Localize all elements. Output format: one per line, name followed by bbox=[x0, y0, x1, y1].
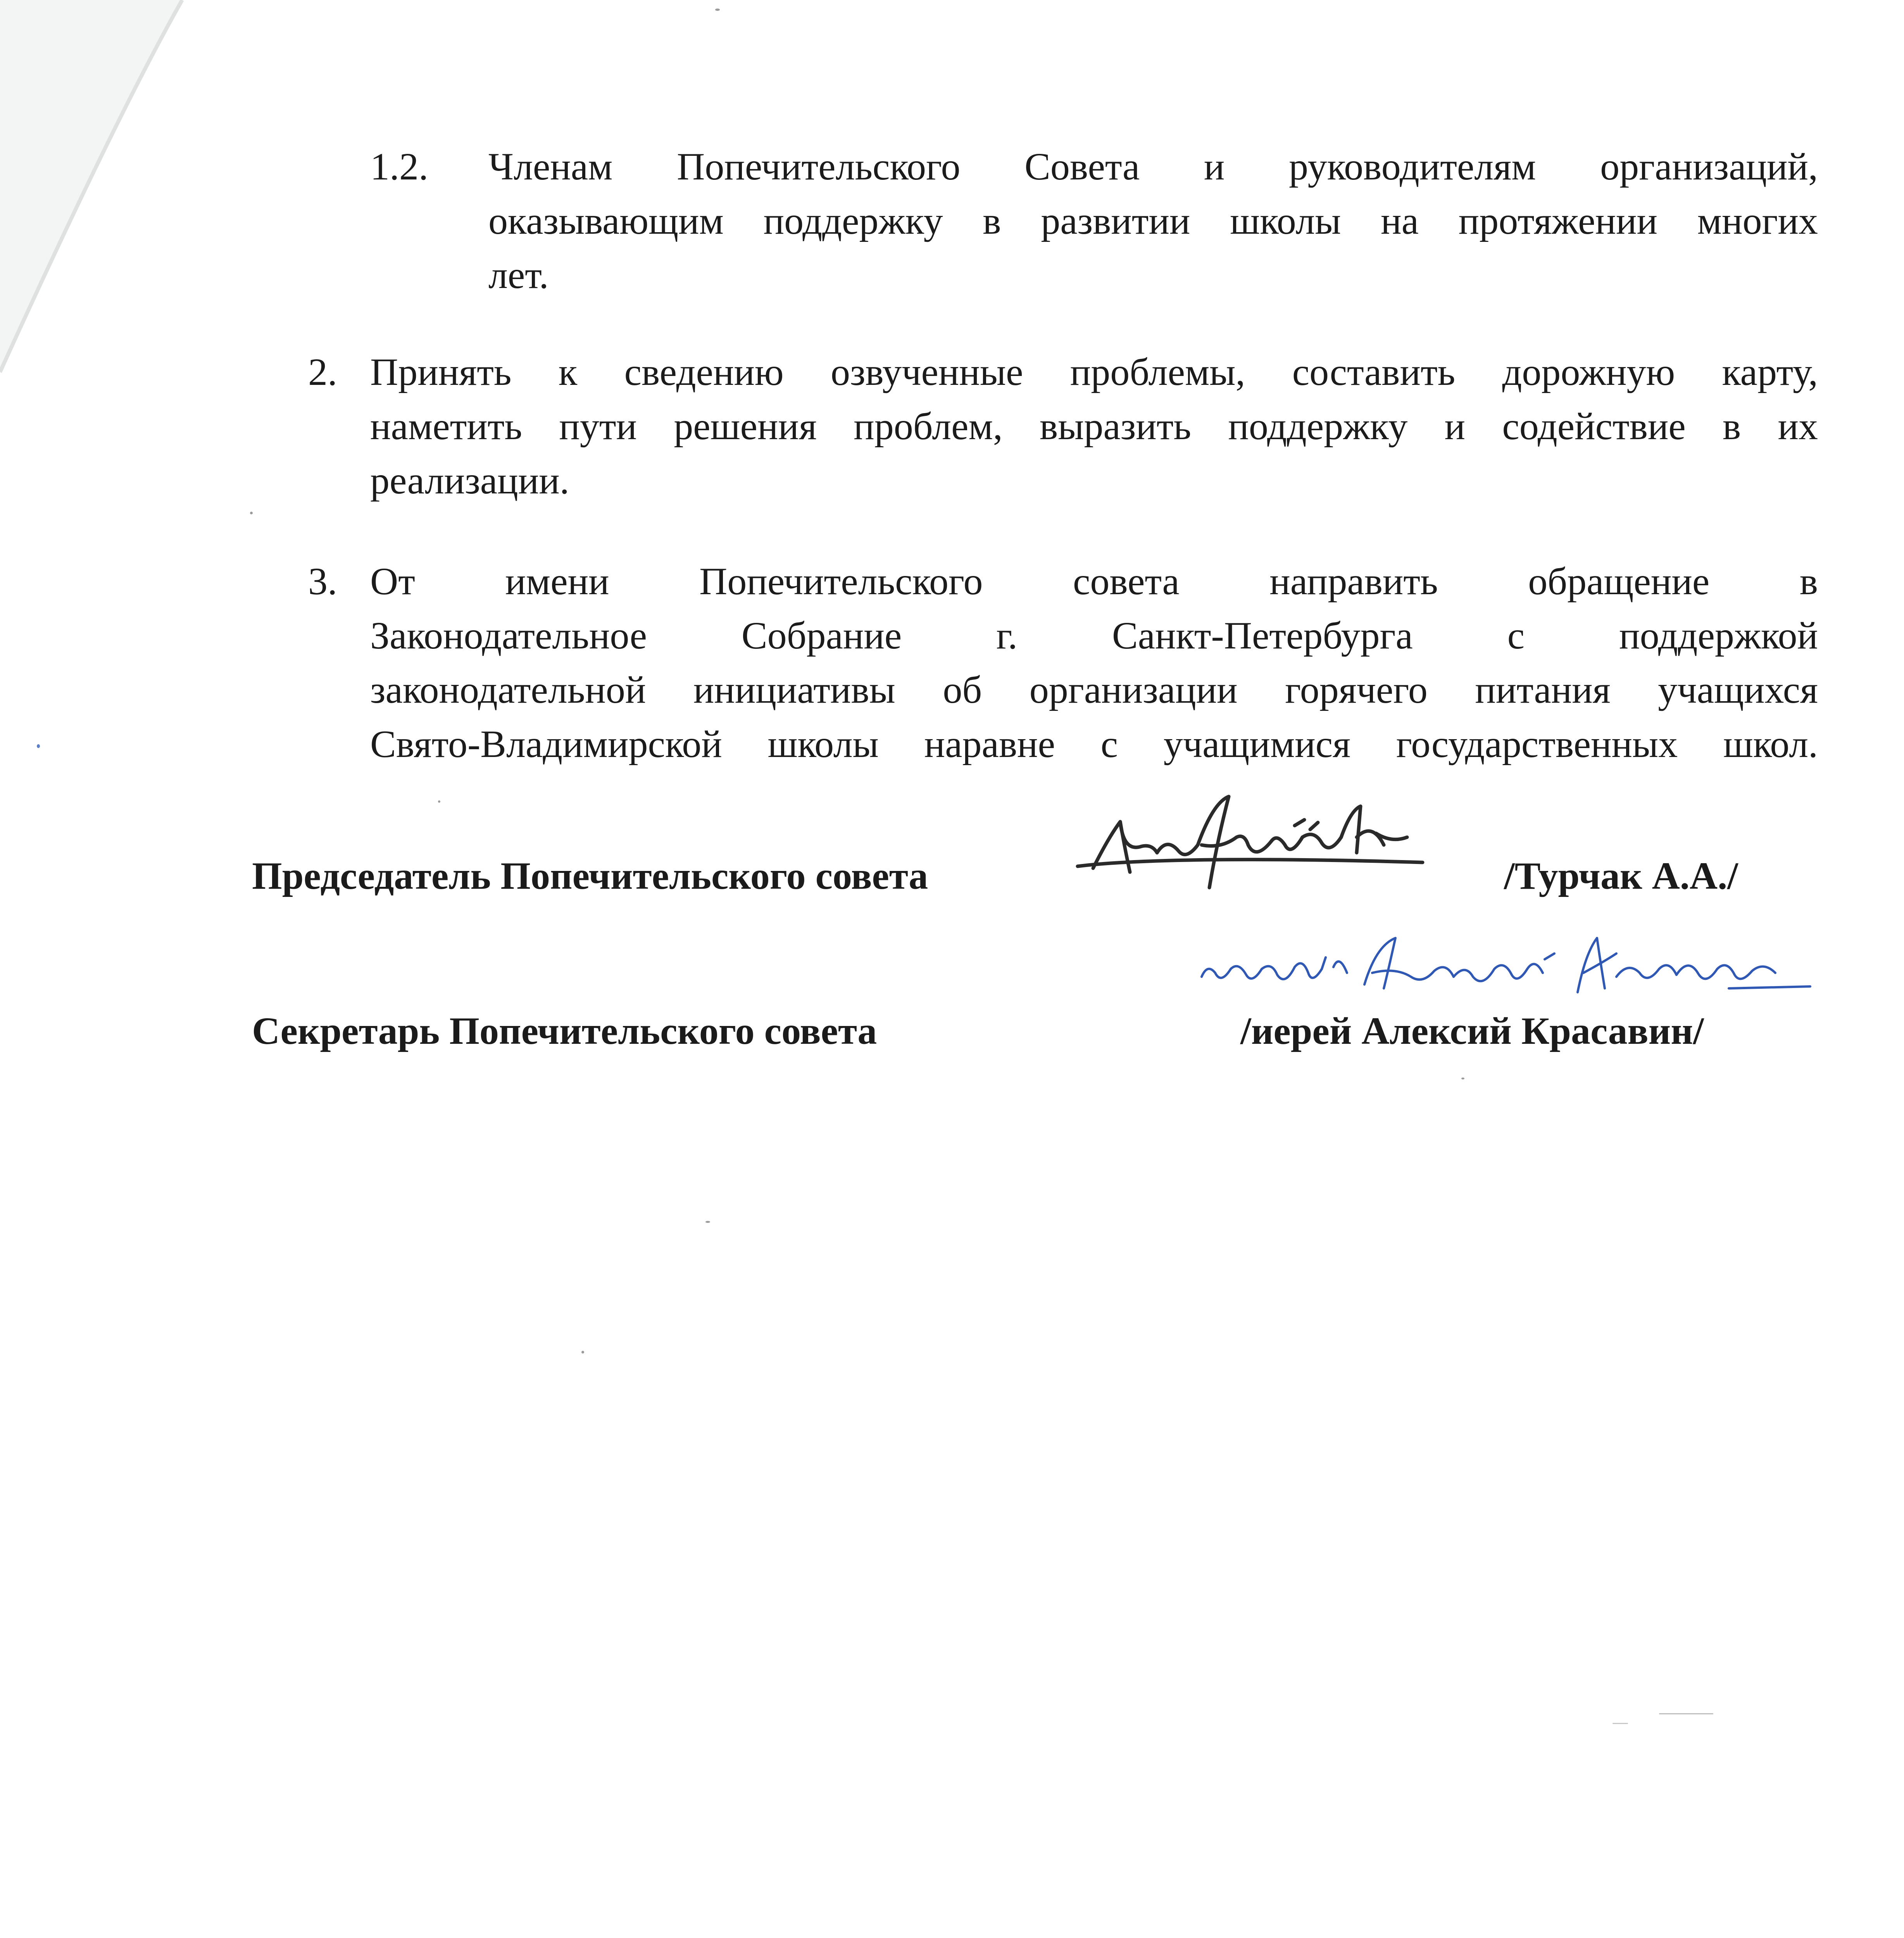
item-line: лет. bbox=[488, 253, 549, 297]
scan-speck bbox=[250, 512, 253, 514]
list-item-2 bbox=[308, 345, 1818, 508]
list-item-1-2 bbox=[370, 140, 1818, 302]
secretary-signature bbox=[1194, 930, 1814, 1019]
item-line: От имени Попечительского совета направить обращение в bbox=[370, 560, 1818, 603]
scan-speck bbox=[1613, 1723, 1628, 1724]
item-line: Свято-Владимирской школы наравне с учащимися государственных школ. bbox=[370, 722, 1818, 766]
item-number: 2. bbox=[308, 350, 337, 393]
secretary-name: /иерей Алексий Красавин/ bbox=[1240, 1009, 1704, 1052]
item-line: реализации. bbox=[370, 459, 569, 502]
list-item-3 bbox=[308, 554, 1818, 771]
item-line: оказывающим поддержку в развитии школы на протяжении многих bbox=[488, 199, 1818, 242]
scan-speck bbox=[37, 744, 40, 748]
chairman-title: Председатель Попечительского совета bbox=[252, 854, 928, 897]
item-number: 3. bbox=[308, 560, 337, 603]
item-text bbox=[488, 140, 1818, 302]
secretary-title: Секретарь Попечительского совета bbox=[252, 1009, 877, 1052]
item-text bbox=[370, 345, 1818, 508]
item-number: 1.2. bbox=[370, 145, 428, 188]
scan-speck bbox=[438, 800, 440, 803]
scan-speck bbox=[1461, 1078, 1464, 1079]
scan-speck bbox=[715, 9, 720, 11]
chairman-name: /Турчак А.А./ bbox=[1504, 854, 1738, 897]
chairman-signature bbox=[1062, 779, 1442, 919]
item-line: Принять к сведению озвученные проблемы, составить дорожную карту, bbox=[370, 350, 1818, 393]
scan-speck bbox=[581, 1351, 584, 1353]
item-line: Законодательное Собрание г. Санкт-Петербурга с поддержкой bbox=[370, 614, 1818, 657]
item-line: наметить пути решения проблем, выразить поддержку и содействие в их bbox=[370, 405, 1818, 448]
scan-speck bbox=[705, 1221, 710, 1223]
item-line: Членам Попечительского Совета и руководителям организаций, bbox=[488, 145, 1818, 188]
item-line: законодательной инициативы об организации горячего питания учащихся bbox=[370, 668, 1818, 711]
scan-speck bbox=[1659, 1713, 1713, 1714]
item-text bbox=[370, 554, 1818, 771]
page-fold-shadow bbox=[0, 0, 217, 380]
